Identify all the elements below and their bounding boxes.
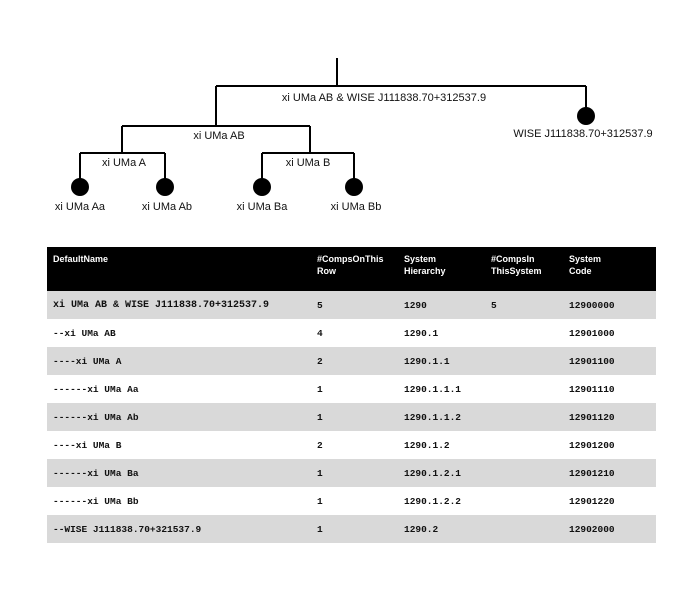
header-default-name: DefaultName [47, 247, 311, 291]
system-code-cell: 12901210 [563, 459, 656, 487]
table-row [47, 431, 656, 459]
system-code-cell: 12901220 [563, 487, 656, 515]
ab-leaf-node [156, 178, 174, 196]
comps-in-system-cell [485, 431, 563, 459]
comps-in-system-cell [485, 347, 563, 375]
table-row [47, 319, 656, 347]
wise-leaf-label: WISE J111838.70+312537.9 [513, 128, 653, 140]
table-row [47, 403, 656, 431]
system-hierarchy-cell: 1290.1.1.2 [398, 403, 485, 431]
comps-on-row-cell: 1 [311, 403, 398, 431]
table-row [47, 487, 656, 515]
comps-in-system-cell [485, 487, 563, 515]
header-system-code: System Code [563, 247, 656, 291]
table-body [47, 291, 656, 543]
comps-in-system-cell [485, 459, 563, 487]
comps-in-system-cell [485, 319, 563, 347]
ba-node [253, 178, 271, 196]
default-name-cell: --xi UMa AB [47, 319, 311, 347]
comps-on-row-cell: 5 [311, 291, 398, 319]
default-name-cell: ------xi UMa Bb [47, 487, 311, 515]
header-row [47, 247, 656, 291]
table-row [47, 347, 656, 375]
system-code-cell: 12901100 [563, 347, 656, 375]
comps-in-system-cell: 5 [485, 291, 563, 319]
system-hierarchy-cell: 1290.1.2.1 [398, 459, 485, 487]
table-row [47, 459, 656, 487]
ab-label: xi UMa AB [193, 130, 245, 142]
comps-on-row-cell: 1 [311, 515, 398, 543]
system-hierarchy-cell: 1290.1.2 [398, 431, 485, 459]
system-hierarchy-cell: 1290.1 [398, 319, 485, 347]
default-name-cell: --WISE J111838.70+321537.9 [47, 515, 311, 543]
comps-in-system-cell [485, 403, 563, 431]
system-hierarchy-cell: 1290 [398, 291, 485, 319]
aa-node [71, 178, 89, 196]
comps-on-row-cell: 1 [311, 487, 398, 515]
table-row [47, 375, 656, 403]
header-system-hierarchy: System Hierarchy [398, 247, 485, 291]
leaf-bb-label: xi UMa Bb [330, 201, 382, 213]
hierarchy-table [47, 247, 656, 543]
root-label: xi UMa AB & WISE J111838.70+312537.9 [281, 92, 487, 104]
bb-node [345, 178, 363, 196]
default-name-cell: ------xi UMa Ab [47, 403, 311, 431]
table-row [47, 515, 656, 543]
default-name-cell: ------xi UMa Aa [47, 375, 311, 403]
comps-in-system-cell [485, 375, 563, 403]
comps-on-row-cell: 2 [311, 347, 398, 375]
b-label: xi UMa B [285, 157, 331, 169]
comps-on-row-cell: 2 [311, 431, 398, 459]
table-row [47, 291, 656, 319]
system-code-cell: 12901120 [563, 403, 656, 431]
system-hierarchy-cell: 1290.1.2.2 [398, 487, 485, 515]
wise-node [577, 107, 595, 125]
tree-connectors [80, 58, 586, 180]
default-name-cell: ----xi UMa A [47, 347, 311, 375]
system-code-cell: 12901110 [563, 375, 656, 403]
system-code-cell: 12902000 [563, 515, 656, 543]
default-name-cell: ------xi UMa Ba [47, 459, 311, 487]
table-header [47, 247, 656, 291]
comps-on-row-cell: 1 [311, 375, 398, 403]
header-comps-in-system: #CompsIn ThisSystem [485, 247, 563, 291]
comps-on-row-cell: 4 [311, 319, 398, 347]
leaf-aa-label: xi UMa Aa [54, 201, 106, 213]
system-code-cell: 12900000 [563, 291, 656, 319]
default-name-cell: ----xi UMa B [47, 431, 311, 459]
header-comps-on-row: #CompsOnThis Row [311, 247, 398, 291]
system-hierarchy-cell: 1290.1.1 [398, 347, 485, 375]
hierarchy-tree [0, 0, 700, 240]
system-hierarchy-cell: 1290.2 [398, 515, 485, 543]
system-hierarchy-cell: 1290.1.1.1 [398, 375, 485, 403]
system-code-cell: 12901000 [563, 319, 656, 347]
comps-on-row-cell: 1 [311, 459, 398, 487]
system-code-cell: 12901200 [563, 431, 656, 459]
leaf-ba-label: xi UMa Ba [236, 201, 288, 213]
comps-in-system-cell [485, 515, 563, 543]
default-name-cell: xi UMa AB & WISE J111838.70+312537.9 [47, 291, 311, 319]
leaf-ab-label: xi UMa Ab [141, 201, 193, 213]
a-label: xi UMa A [101, 157, 147, 169]
